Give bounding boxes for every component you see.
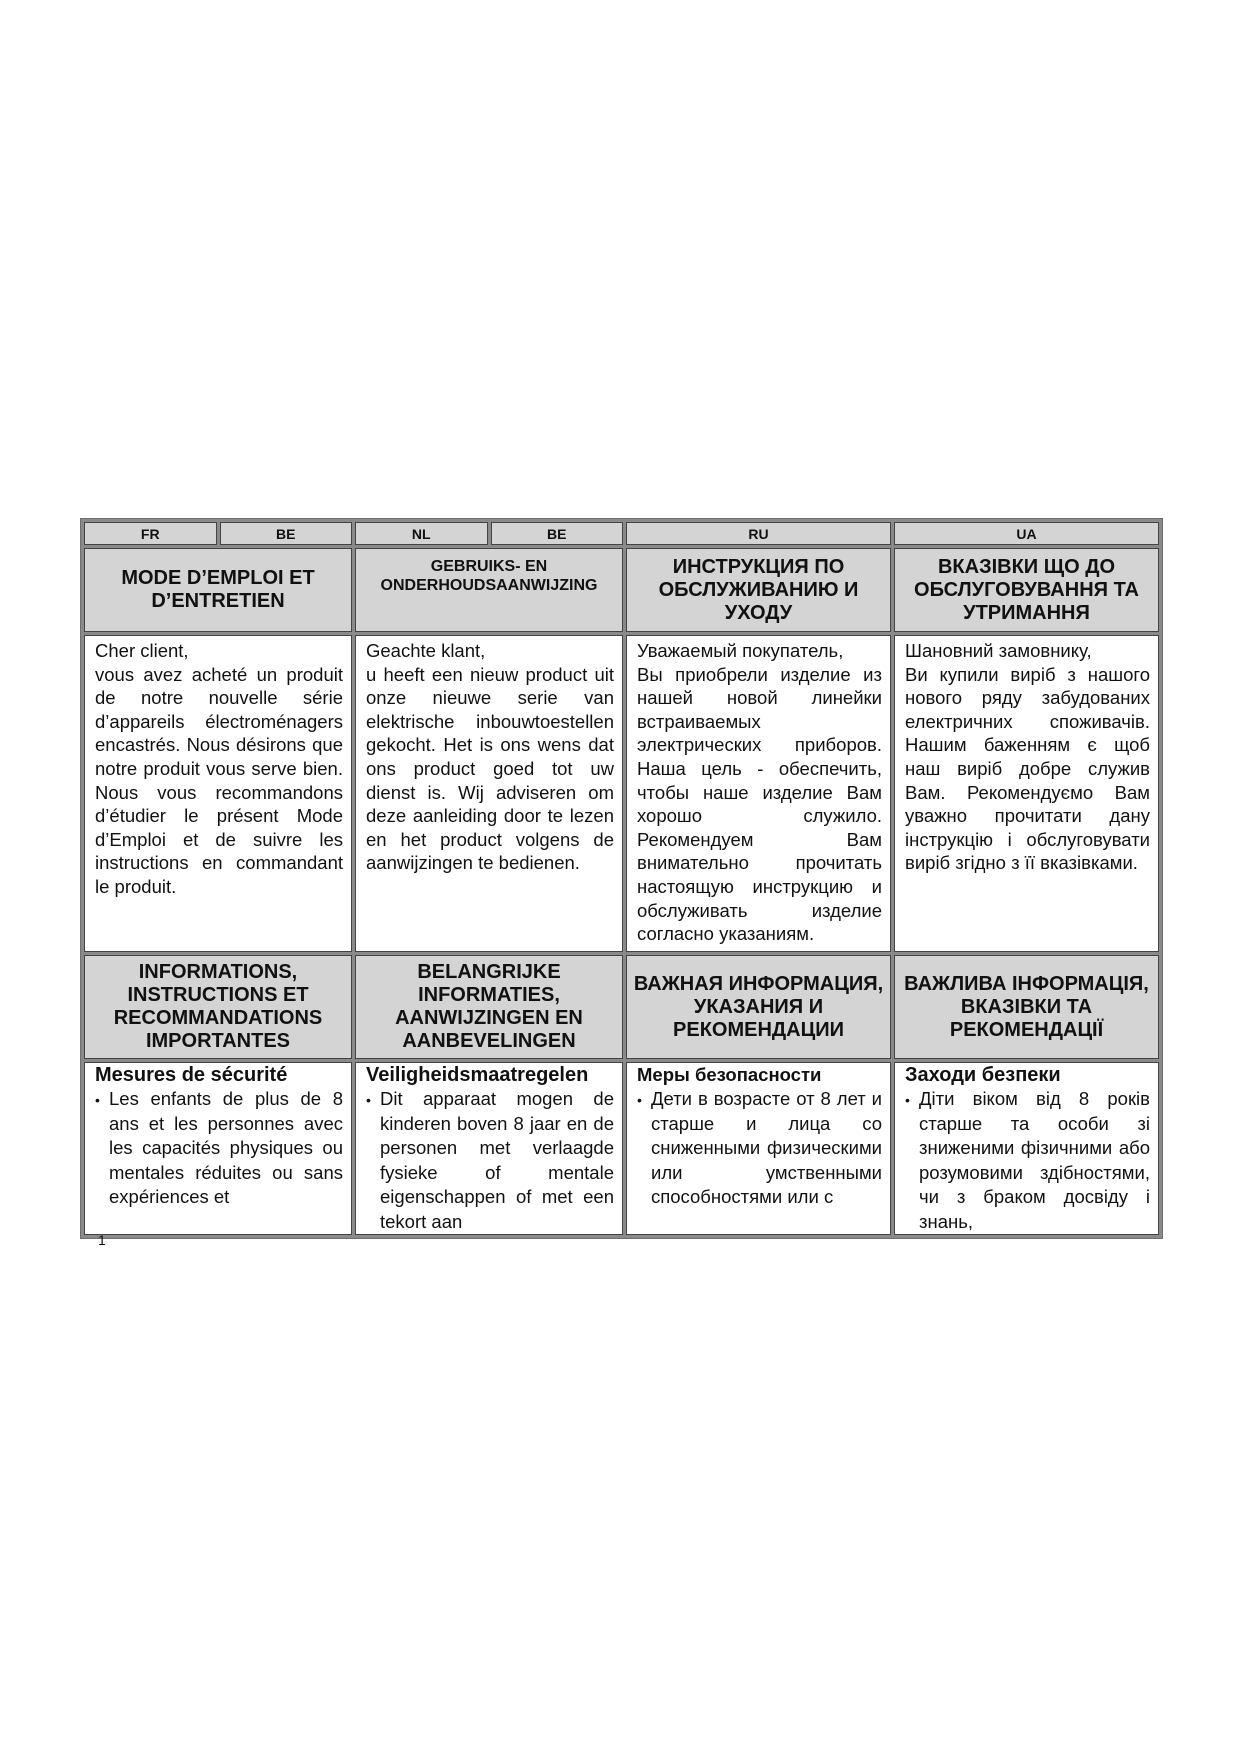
salutation-ru: Уважаемый покупатель, [637,640,844,661]
important-heading-row [84,955,1159,1059]
intro-fr [84,635,352,952]
intro-ua [894,635,1159,952]
bullet-icon: • [366,1092,371,1108]
safety-bullet-ru: Дети в возрасте от 8 лет и старше и лица со сниженными физическими или умственными способностями или с [651,1088,882,1207]
salutation-fr: Cher client, [95,640,189,661]
intro-row [84,635,1159,952]
important-heading-fr: INFORMATIONS, INSTRUCTIONS ET RECOMMANDATIONS IMPORTANTES [84,955,352,1059]
page-number: 1 [98,1232,106,1248]
salutation-nl: Geachte klant, [366,640,486,661]
intro-text-ru: Вы приобрели изделие из нашей новой линейки встраиваемых электрических приборов. Наша цель - обеспечить, чтобы наше изделие Вам хорошо служило. Рекомендуем Вам внимательно прочитать настоящую инструкцию и обслуживать изделие согласно указаниям. [637,663,882,945]
bullet-icon: • [905,1092,910,1108]
intro-ru [626,635,891,952]
safety-ru [626,1062,891,1235]
important-heading-ua: ВАЖЛИВА ІНФОРМАЦІЯ, ВКАЗІВКИ ТА РЕКОМЕНДАЦІЇ [894,955,1159,1059]
list-item [905,1087,1150,1234]
safety-title-nl: Veiligheidsmaatregelen [366,1064,589,1086]
heading-nl: GEBRUIKS- EN ONDERHOUDSAANWIJZING [355,548,623,632]
safety-title-ru: Меры безопасности [637,1064,822,1085]
safety-fr [84,1062,352,1235]
intro-text-ua: Ви купили виріб з нашого нового ряду забудованих електричних споживачів. Нашим баженням є щоб наш виріб добре служив Вам. Рекомендуємо Вам уважно прочитати дану інструкцію і обслуговувати виріб згідно з її вказівками. [905,663,1150,874]
list-item [637,1087,882,1210]
heading-fr: MODE D’EMPLOI ET D’ENTRETIEN [84,548,352,632]
safety-title-ua: Заходи безпеки [905,1064,1061,1086]
lang-code-be: BE [491,522,624,545]
bullet-icon: • [637,1092,642,1108]
safety-title-fr: Mesures de sécurité [95,1064,288,1086]
language-row [84,522,1159,545]
safety-ua [894,1062,1159,1235]
safety-bullet-ua: Діти віком від 8 років старше та особи зі зниженими фізичними або розумовими здібностями, чи з браком досвіду і знань, [919,1088,1150,1232]
lang-code-be: BE [220,522,353,545]
intro-text-fr: vous avez acheté un produit de notre nouvelle série d’appareils électroménagers encastrés. Nous désirons que notre produit vous serve bien. Nous vous recommandons d’étudier le présent Mode d’Emploi et de suivre les instructions en commandant le produit. [95,663,343,897]
lang-code-ua: UA [894,522,1159,545]
intro-nl [355,635,623,952]
lang-code-nl: NL [355,522,488,545]
heading-ua: ВКАЗІВКИ ЩО ДО ОБСЛУГОВУВАННЯ ТА УТРИМАННЯ [894,548,1159,632]
bullet-icon: • [95,1092,100,1108]
list-item [95,1087,343,1210]
heading-ru: ИНСТРУКЦИЯ ПО ОБСЛУЖИВАНИЮ И УХОДУ [626,548,891,632]
lang-code-fr: FR [84,522,217,545]
safety-bullet-nl: Dit apparaat mogen de kinderen boven 8 jaar en de personen met verlaagde fysieke of mentale eigenschappen of met een tekort aan [380,1088,614,1232]
safety-bullet-fr: Les enfants de plus de 8 ans et les personnes avec les capacités physiques ou mentales réduites ou sans expériences et [109,1088,343,1207]
lang-code-ru: RU [626,522,891,545]
important-heading-ru: ВАЖНАЯ ИНФОРМАЦИЯ, УКАЗАНИЯ И РЕКОМЕНДАЦИИ [626,955,891,1059]
safety-row [84,1062,1159,1235]
safety-nl [355,1062,623,1235]
title-row [84,548,1159,632]
list-item [366,1087,614,1234]
important-heading-nl: BELANGRIJKE INFORMATIES, AANWIJZINGEN EN AANBEVELINGEN [355,955,623,1059]
multilingual-manual-table [80,518,1163,1239]
salutation-ua: Шановний замовнику, [905,640,1092,661]
intro-text-nl: u heeft een nieuw product uit onze nieuwe serie van elektrische inbouwtoestellen gekocht. Het is ons wens dat ons product goed tot uw dienst is. Wij adviseren om deze aanleiding door te lezen en het product volgens de aanwijzingen te bedienen. [366,663,614,874]
